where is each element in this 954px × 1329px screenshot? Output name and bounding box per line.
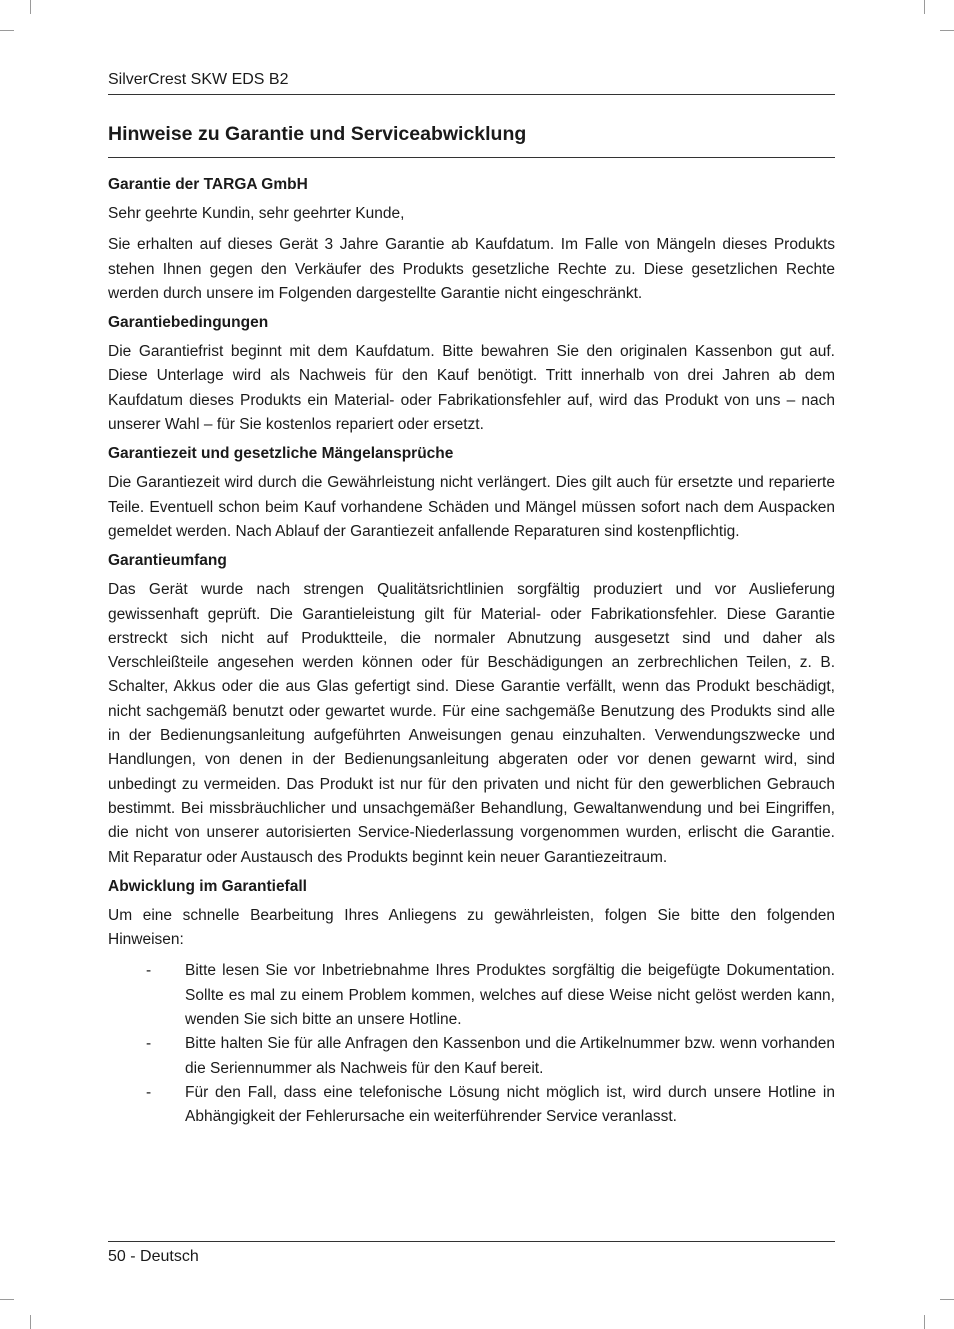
crop-mark [940, 1299, 954, 1300]
crop-mark [940, 30, 954, 31]
section-heading: Garantiebedingungen [108, 314, 269, 332]
crop-mark [0, 1299, 14, 1300]
crop-mark [30, 1315, 31, 1329]
section-heading: Garantieumfang [108, 552, 227, 570]
page-number: 50 - Deutsch [108, 1248, 199, 1265]
page-title: Hinweise zu Garantie und Serviceabwicklung [108, 121, 835, 158]
running-header: SilverCrest SKW EDS B2 [108, 66, 835, 95]
list-item-text: Bitte lesen Sie vor Inbetriebnahme Ihres Produktes sorgfältig die beigefügte Dokumentation. Sollte es mal zu einem Problem kommen, welches auf diese Weise nicht gelöst werden kann, wenden Sie sich bitte an unsere Hotline. [185, 962, 835, 1029]
crop-mark [924, 0, 925, 14]
list-item-text: Bitte halten Sie für alle Anfragen den Kassenbon und die Artikelnummer bzw. wenn vorhanden die Seriennummer als Nachweis für den Kauf bereit. [185, 1035, 835, 1077]
section-garantie-targa [108, 175, 835, 306]
paragraph: Das Gerät wurde nach strengen Qualitätsrichtlinien sorgfältig produziert und vor Auslieferung gewissenhaft geprüft. Die Garantieleistung gilt für Material- oder Fabrikationsfehler. Diese Garantie erstreckt sich nicht auf Produktteile, die normaler Abnutzung ausgesetzt sind und daher als Verschleißteile angesehen werden können oder für Beschädigungen an zerbrechlichen Teilen, z. B. Schalter, Akkus oder die aus Glas gefertigt sind. Diese Garantie verfällt, wenn das Produkt beschädigt, nicht sachgemäß benutzt oder gewartet wurde. Für eine sachgemäße Benutzung des Produkts sind alle in der Bedienungsanleitung aufgeführten Anweisungen genau einzuhalten. Verwendungszwecke und Handlungen, von denen in der Bedienungsanleitung abgeraten oder vor denen gewarnt wird, sind unbedingt zu vermeiden. Das Produkt ist nur für den privaten und nicht für den gewerblichen Gebrauch bestimmt. Bei missbräuchlicher und unsachgemäßer Behandlung, Gewaltanwendung und bei Eingriffen, die nicht von unserer autorisierten Service-Niederlassung vorgenommen wurden, erlischt die Garantie. Mit Reparatur oder Austausch des Produkts beginnt kein neuer Garantiezeitraum. [108, 581, 835, 866]
document-body [108, 175, 835, 1130]
paragraph: Sie erhalten auf dieses Gerät 3 Jahre Garantie ab Kaufdatum. Im Falle von Mängeln dieses Produkts stehen Ihnen gegen den Verkäufer des Produkts gesetzliche Rechte zu. Diese gesetzlichen Rechte werden durch unsere im Folgenden dargestellte Garantie nicht eingeschränkt. [108, 236, 835, 302]
bullet-marker: - [146, 962, 152, 980]
crop-mark [30, 0, 31, 14]
section-heading: Abwicklung im Garantiefall [108, 877, 307, 895]
list-item [108, 959, 835, 1032]
instruction-list [108, 959, 835, 1129]
section-abwicklung [108, 877, 835, 1130]
section-heading: Garantie der TARGA GmbH [108, 176, 308, 193]
list-item [108, 1081, 835, 1130]
section-heading: Garantiezeit und gesetzliche Mängelansprüche [108, 445, 454, 463]
bullet-marker: - [146, 1083, 152, 1101]
paragraph: Die Garantiezeit wird durch die Gewährleistung nicht verlängert. Dies gilt auch für ersetzte und reparierte Teile. Eventuell schon beim Kauf vorhandene Schäden und Mängel müssen sofort nach dem Auspacken gemeldet werden. Nach Ablauf der Garantiezeit anfallende Reparaturen sind kostenpflichtig. [108, 474, 835, 540]
page-footer [108, 1241, 835, 1267]
list-item-text: Für den Fall, dass eine telefonische Lösung nicht möglich ist, wird durch unsere Hotline in Abhängigkeit der Fehlerursache ein weiterführender Service veranlasst. [185, 1083, 835, 1126]
list-item [108, 1032, 835, 1081]
section-garantiezeit [108, 444, 835, 544]
crop-mark [0, 30, 14, 31]
document-page [108, 66, 835, 1276]
section-garantieumfang [108, 551, 835, 870]
paragraph: Die Garantiefrist beginnt mit dem Kaufdatum. Bitte bewahren Sie den originalen Kassenbon gut auf. Diese Unterlage wird als Nachweis für den Kauf benötigt. Tritt innerhalb von drei Jahren ab dem Kaufdatum dieses Produkts ein Material- oder Fabrikationsfehler auf, wird das Produkt von uns – nach unserer Wahl – für Sie kostenlos repariert oder ersetzt. [108, 343, 835, 434]
section-garantiebedingungen [108, 313, 835, 437]
crop-mark [924, 1315, 925, 1329]
paragraph: Sehr geehrte Kundin, sehr geehrter Kunde, [108, 205, 405, 222]
bullet-marker: - [146, 1035, 152, 1053]
paragraph: Um eine schnelle Bearbeitung Ihres Anliegens zu gewährleisten, folgen Sie bitte den folgenden Hinweisen: [108, 906, 835, 949]
